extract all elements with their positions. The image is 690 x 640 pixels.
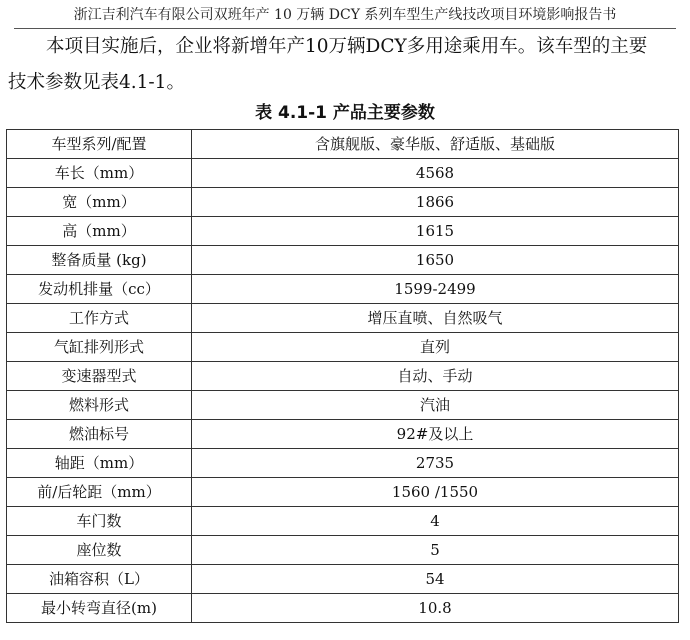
param-value: 汽油 [192, 391, 679, 420]
product-parameters-table [6, 129, 679, 623]
param-label: 燃料形式 [7, 391, 192, 420]
table-row [7, 449, 679, 478]
table-row [7, 420, 679, 449]
param-label: 最小转弯直径(m) [7, 594, 192, 623]
param-value: 1615 [192, 217, 679, 246]
table-row [7, 159, 679, 188]
param-label: 燃油标号 [7, 420, 192, 449]
param-value: 4 [192, 507, 679, 536]
param-label: 变速器型式 [7, 362, 192, 391]
table-row [7, 304, 679, 333]
table-row [7, 130, 679, 159]
param-label: 车型系列/配置 [7, 130, 192, 159]
param-value: 1866 [192, 188, 679, 217]
param-label: 座位数 [7, 536, 192, 565]
table-row [7, 507, 679, 536]
param-label: 整备质量 (kg) [7, 246, 192, 275]
param-value: 1650 [192, 246, 679, 275]
param-label: 宽（mm） [7, 188, 192, 217]
param-value: 2735 [192, 449, 679, 478]
table-row [7, 594, 679, 623]
table-row [7, 246, 679, 275]
param-value: 增压直喷、自然吸气 [192, 304, 679, 333]
table-row [7, 391, 679, 420]
param-value: 92#及以上 [192, 420, 679, 449]
table-row [7, 275, 679, 304]
param-value: 1599-2499 [192, 275, 679, 304]
table-row [7, 536, 679, 565]
param-value: 54 [192, 565, 679, 594]
table-row [7, 478, 679, 507]
table-caption: 表 4.1-1 产品主要参数 [255, 103, 435, 123]
param-value: 5 [192, 536, 679, 565]
table-row [7, 217, 679, 246]
table-row [7, 565, 679, 594]
param-label: 油箱容积（L） [7, 565, 192, 594]
param-label: 车门数 [7, 507, 192, 536]
param-label: 轴距（mm） [7, 449, 192, 478]
param-label: 车长（mm） [7, 159, 192, 188]
param-value: 1560 /1550 [192, 478, 679, 507]
body-paragraph-line-1: 本项目实施后，企业将新增年产10万辆DCY多用途乘用车。该车型的主要 [46, 36, 648, 57]
param-value: 含旗舰版、豪华版、舒适版、基础版 [192, 130, 679, 159]
running-header: 浙江吉利汽车有限公司双班年产 10 万辆 DCY 系列车型生产线技改项目环境影响报告书 [14, 2, 676, 29]
param-value: 10.8 [192, 594, 679, 623]
param-label: 气缸排列形式 [7, 333, 192, 362]
param-value: 直列 [192, 333, 679, 362]
param-label: 发动机排量（cc） [7, 275, 192, 304]
table-row [7, 333, 679, 362]
param-value: 4568 [192, 159, 679, 188]
table-row [7, 362, 679, 391]
param-label: 前/后轮距（mm） [7, 478, 192, 507]
param-value: 自动、手动 [192, 362, 679, 391]
param-label: 工作方式 [7, 304, 192, 333]
table-row [7, 188, 679, 217]
body-paragraph-line-2: 技术参数见表4.1-1。 [8, 72, 185, 93]
param-label: 高（mm） [7, 217, 192, 246]
